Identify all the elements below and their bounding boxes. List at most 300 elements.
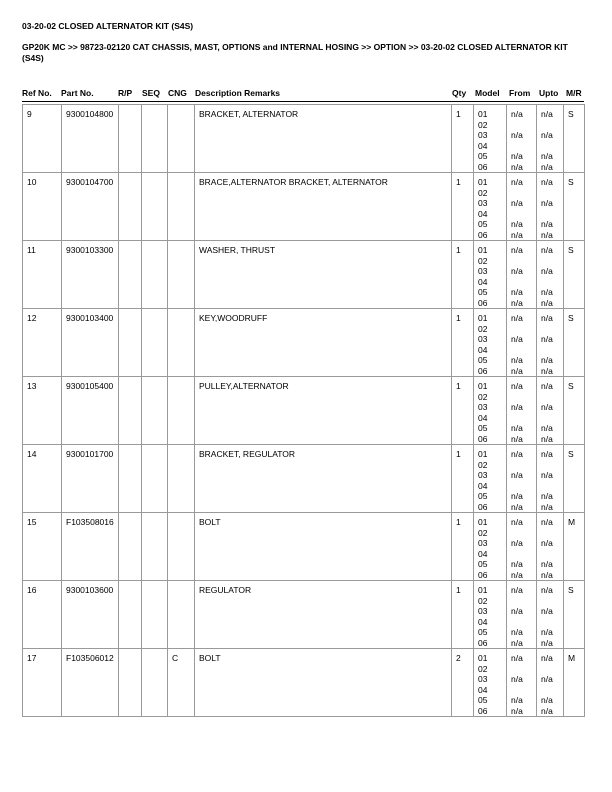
parts-table	[22, 104, 585, 717]
model-value: 05	[478, 287, 488, 297]
description-cell	[195, 513, 452, 581]
upto-value	[541, 685, 559, 696]
part-no-cell-text: 9300103600	[66, 585, 114, 595]
upto-cell	[537, 105, 564, 173]
model-value: 02	[478, 255, 488, 266]
ref-no-cell	[23, 649, 62, 717]
from-value: n/a	[511, 130, 523, 140]
from-value: n/a	[511, 585, 523, 595]
part-no-cell	[62, 445, 119, 513]
description-cell	[195, 581, 452, 649]
seq-cell-text	[142, 105, 167, 109]
from-value	[511, 392, 532, 403]
cng-cell	[168, 105, 195, 173]
part-no-cell	[62, 581, 119, 649]
model-value: 05	[478, 423, 488, 433]
rp-cell	[119, 173, 142, 241]
mr-cell	[564, 241, 585, 309]
model-value: 02	[478, 323, 488, 334]
ref-no-cell-text: 15	[27, 517, 37, 527]
header-model: Model	[475, 88, 500, 98]
model-cell	[474, 649, 507, 717]
upto-value: n/a	[541, 297, 553, 308]
from-value: n/a	[511, 559, 523, 569]
seq-cell	[142, 241, 168, 309]
qty-cell	[452, 445, 474, 513]
from-value: n/a	[511, 637, 523, 648]
upto-value	[541, 617, 559, 628]
upto-value: n/a	[541, 653, 553, 663]
ref-no-cell	[23, 377, 62, 445]
rp-cell	[119, 445, 142, 513]
model-value: 03	[478, 130, 488, 140]
seq-cell	[142, 105, 168, 173]
model-value: 05	[478, 695, 488, 705]
seq-cell-text	[142, 377, 167, 381]
part-no-cell-text: F103506012	[66, 653, 114, 663]
model-value: 02	[478, 187, 488, 198]
from-value: n/a	[511, 381, 523, 391]
model-value: 06	[478, 365, 488, 376]
from-value	[511, 141, 532, 152]
header-rp: R/P	[118, 88, 133, 98]
part-no-cell-text: 9300105400	[66, 381, 114, 391]
from-value	[511, 188, 532, 199]
header-upto: Upto	[539, 88, 559, 98]
table-row	[23, 513, 585, 581]
from-cell	[507, 581, 537, 649]
ref-no-cell-text: 9	[27, 109, 32, 119]
description-cell-text: PULLEY,ALTERNATOR	[199, 381, 289, 391]
header-qty: Qty	[452, 88, 467, 98]
upto-cell	[537, 241, 564, 309]
model-cell	[474, 377, 507, 445]
upto-value: n/a	[541, 381, 553, 391]
qty-cell-text: 1	[456, 245, 461, 255]
cng-cell	[168, 649, 195, 717]
upto-value: n/a	[541, 313, 553, 323]
model-value: 05	[478, 355, 488, 365]
from-value: n/a	[511, 177, 523, 187]
rp-cell-text	[119, 241, 141, 245]
cng-cell-text	[168, 105, 194, 109]
from-value: n/a	[511, 355, 523, 365]
from-value: n/a	[511, 402, 523, 412]
header-ref: Ref No.	[22, 88, 52, 98]
upto-value	[541, 188, 559, 199]
model-value: 01	[478, 109, 488, 119]
part-no-cell	[62, 173, 119, 241]
ref-no-cell-text: 14	[27, 449, 37, 459]
upto-value	[541, 596, 559, 607]
model-cell	[474, 445, 507, 513]
upto-value: n/a	[541, 229, 553, 240]
from-value: n/a	[511, 161, 523, 172]
model-value: 03	[478, 266, 488, 276]
page-title: 03-20-02 CLOSED ALTERNATOR KIT (S4S)	[22, 21, 194, 31]
model-value: 01	[478, 177, 488, 187]
qty-cell	[452, 377, 474, 445]
seq-cell	[142, 377, 168, 445]
qty-cell	[452, 105, 474, 173]
header-rule	[22, 101, 584, 102]
upto-value: n/a	[541, 606, 553, 616]
model-value: 04	[478, 412, 488, 423]
model-value: 03	[478, 674, 488, 684]
mr-cell-text: S	[568, 313, 574, 323]
rp-cell-text	[119, 377, 141, 381]
upto-value: n/a	[541, 161, 553, 172]
model-value: 01	[478, 245, 488, 255]
rp-cell-text	[119, 513, 141, 517]
cng-cell-text	[168, 581, 194, 585]
model-value: 01	[478, 449, 488, 459]
mr-cell-text: S	[568, 449, 574, 459]
ref-no-cell	[23, 445, 62, 513]
model-value: 03	[478, 198, 488, 208]
seq-cell-text	[142, 513, 167, 517]
upto-value: n/a	[541, 637, 553, 648]
header-part: Part No.	[61, 88, 94, 98]
cng-cell-text	[168, 309, 194, 313]
model-value: 03	[478, 402, 488, 412]
cng-cell-text	[168, 173, 194, 177]
rp-cell	[119, 105, 142, 173]
upto-value: n/a	[541, 130, 553, 140]
part-no-cell-text: 9300103300	[66, 245, 114, 255]
from-value: n/a	[511, 334, 523, 344]
part-no-cell	[62, 105, 119, 173]
ref-no-cell	[23, 513, 62, 581]
description-cell-text: BRACKET, ALTERNATOR	[199, 109, 299, 119]
from-value: n/a	[511, 470, 523, 480]
model-value: 01	[478, 517, 488, 527]
upto-value: n/a	[541, 585, 553, 595]
ref-no-cell-text: 12	[27, 313, 37, 323]
mr-cell	[564, 105, 585, 173]
from-value	[511, 120, 532, 131]
cng-cell	[168, 377, 195, 445]
mr-cell	[564, 445, 585, 513]
model-value: 04	[478, 548, 488, 559]
mr-cell	[564, 309, 585, 377]
rp-cell	[119, 649, 142, 717]
model-cell	[474, 513, 507, 581]
model-value: 03	[478, 538, 488, 548]
part-no-cell-text: 9300104700	[66, 177, 114, 187]
model-value: 05	[478, 627, 488, 637]
upto-value: n/a	[541, 538, 553, 548]
qty-cell-text: 1	[456, 381, 461, 391]
from-value: n/a	[511, 449, 523, 459]
table-row	[23, 581, 585, 649]
mr-cell-text: S	[568, 109, 574, 119]
upto-value: n/a	[541, 198, 553, 208]
qty-cell-text: 1	[456, 109, 461, 119]
description-cell-text: WASHER, THRUST	[199, 245, 276, 255]
from-value	[511, 617, 532, 628]
from-value: n/a	[511, 705, 523, 716]
model-value: 04	[478, 684, 488, 695]
upto-value: n/a	[541, 266, 553, 276]
from-value	[511, 345, 532, 356]
model-value: 02	[478, 459, 488, 470]
qty-cell-text: 2	[456, 653, 461, 663]
ref-no-cell-text: 11	[27, 245, 36, 255]
upto-value: n/a	[541, 287, 553, 297]
seq-cell-text	[142, 581, 167, 585]
description-cell	[195, 445, 452, 513]
from-value: n/a	[511, 109, 523, 119]
description-cell-text: BRACE,ALTERNATOR BRACKET, ALTERNATOR	[199, 177, 388, 187]
model-value: 06	[478, 637, 488, 648]
model-value: 02	[478, 391, 488, 402]
mr-cell-text: M	[568, 653, 576, 663]
model-value: 01	[478, 585, 488, 595]
from-cell	[507, 377, 537, 445]
header-seq: SEQ	[142, 88, 160, 98]
upto-value: n/a	[541, 627, 553, 637]
upto-value	[541, 209, 559, 220]
model-value: 04	[478, 208, 488, 219]
upto-value	[541, 664, 559, 675]
from-value: n/a	[511, 674, 523, 684]
from-value: n/a	[511, 653, 523, 663]
from-value: n/a	[511, 287, 523, 297]
ref-no-cell-text: 10	[27, 177, 37, 187]
upto-value	[541, 528, 559, 539]
model-value: 06	[478, 229, 488, 240]
qty-cell-text: 1	[456, 517, 461, 527]
model-value: 04	[478, 480, 488, 491]
description-cell	[195, 105, 452, 173]
part-no-cell	[62, 513, 119, 581]
upto-cell	[537, 513, 564, 581]
from-value: n/a	[511, 229, 523, 240]
upto-value: n/a	[541, 151, 553, 161]
model-cell	[474, 309, 507, 377]
qty-cell-text: 1	[456, 313, 461, 323]
cng-cell-text: C	[172, 653, 179, 663]
from-value	[511, 549, 532, 560]
from-value	[511, 413, 532, 424]
part-no-cell-text: 9300101700	[66, 449, 114, 459]
cng-cell-text	[168, 377, 194, 381]
part-no-cell	[62, 649, 119, 717]
cng-cell-text	[168, 445, 194, 449]
model-value: 04	[478, 276, 488, 287]
seq-cell-text	[142, 309, 167, 313]
mr-cell	[564, 377, 585, 445]
description-cell	[195, 241, 452, 309]
model-value: 04	[478, 140, 488, 151]
description-cell-text: KEY,WOODRUFF	[199, 313, 268, 323]
from-value: n/a	[511, 219, 523, 229]
table-row	[23, 173, 585, 241]
from-value: n/a	[511, 297, 523, 308]
mr-cell	[564, 581, 585, 649]
rp-cell	[119, 309, 142, 377]
seq-cell	[142, 581, 168, 649]
breadcrumb: GP20K MC >> 98723-02120 CAT CHASSIS, MAST, OPTIONS and INTERNAL HOSING >> OPTION >> 03-20-02 CLOSED ALTERNATOR KIT (S4S)	[22, 42, 568, 63]
header-mr: M/R	[566, 88, 582, 98]
description-cell-text: BOLT	[199, 517, 221, 527]
ref-no-cell	[23, 581, 62, 649]
rp-cell-text	[119, 649, 141, 653]
upto-value: n/a	[541, 433, 553, 444]
upto-cell	[537, 173, 564, 241]
upto-value	[541, 460, 559, 471]
ref-no-cell	[23, 241, 62, 309]
upto-value: n/a	[541, 449, 553, 459]
upto-value: n/a	[541, 695, 553, 705]
rp-cell-text	[119, 581, 141, 585]
rp-cell-text	[119, 105, 141, 109]
rp-cell-text	[119, 445, 141, 449]
from-value	[511, 209, 532, 220]
cng-cell-text	[168, 241, 194, 245]
model-value: 02	[478, 527, 488, 538]
part-no-cell	[62, 309, 119, 377]
from-cell	[507, 513, 537, 581]
from-value	[511, 324, 532, 335]
description-cell-text: REGULATOR	[199, 585, 252, 595]
model-value: 02	[478, 663, 488, 674]
model-value: 05	[478, 559, 488, 569]
model-value: 06	[478, 161, 488, 172]
model-value: 04	[478, 616, 488, 627]
cng-cell	[168, 241, 195, 309]
table-row	[23, 377, 585, 445]
from-value: n/a	[511, 538, 523, 548]
seq-cell	[142, 309, 168, 377]
cng-cell-text	[168, 513, 194, 517]
cng-cell	[168, 581, 195, 649]
ref-no-cell	[23, 309, 62, 377]
upto-value: n/a	[541, 423, 553, 433]
from-value	[511, 528, 532, 539]
seq-cell-text	[142, 445, 167, 449]
from-cell	[507, 173, 537, 241]
upto-value	[541, 481, 559, 492]
upto-value: n/a	[541, 674, 553, 684]
from-value: n/a	[511, 627, 523, 637]
from-value: n/a	[511, 433, 523, 444]
part-no-cell-text: 9300104800	[66, 109, 114, 119]
description-cell	[195, 649, 452, 717]
model-value: 05	[478, 219, 488, 229]
cng-cell	[168, 445, 195, 513]
from-value: n/a	[511, 491, 523, 501]
upto-value	[541, 345, 559, 356]
ref-no-cell-text: 16	[27, 585, 37, 595]
upto-value: n/a	[541, 245, 553, 255]
upto-cell	[537, 445, 564, 513]
qty-cell	[452, 649, 474, 717]
from-value: n/a	[511, 313, 523, 323]
part-no-cell	[62, 241, 119, 309]
model-cell	[474, 241, 507, 309]
upto-value	[541, 277, 559, 288]
qty-cell	[452, 513, 474, 581]
from-cell	[507, 309, 537, 377]
mr-cell-text: S	[568, 585, 574, 595]
ref-no-cell-text: 17	[27, 653, 37, 663]
ref-no-cell	[23, 105, 62, 173]
upto-cell	[537, 377, 564, 445]
model-value: 02	[478, 119, 488, 130]
model-value: 01	[478, 381, 488, 391]
from-value: n/a	[511, 517, 523, 527]
from-value: n/a	[511, 606, 523, 616]
from-value	[511, 481, 532, 492]
upto-value: n/a	[541, 177, 553, 187]
from-value: n/a	[511, 695, 523, 705]
from-value: n/a	[511, 266, 523, 276]
seq-cell-text	[142, 649, 167, 653]
description-cell-text: BOLT	[199, 653, 221, 663]
cng-cell	[168, 309, 195, 377]
upto-value: n/a	[541, 219, 553, 229]
seq-cell	[142, 173, 168, 241]
qty-cell	[452, 173, 474, 241]
model-value: 06	[478, 297, 488, 308]
model-value: 01	[478, 653, 488, 663]
model-value: 03	[478, 334, 488, 344]
upto-value	[541, 549, 559, 560]
upto-cell	[537, 649, 564, 717]
part-no-cell-text: 9300103400	[66, 313, 114, 323]
table-row	[23, 445, 585, 513]
from-value	[511, 596, 532, 607]
from-value	[511, 256, 532, 267]
model-value: 05	[478, 491, 488, 501]
seq-cell-text	[142, 173, 167, 177]
part-no-cell	[62, 377, 119, 445]
from-value: n/a	[511, 501, 523, 512]
upto-value: n/a	[541, 470, 553, 480]
from-value	[511, 460, 532, 471]
upto-value	[541, 256, 559, 267]
model-value: 03	[478, 470, 488, 480]
model-value: 01	[478, 313, 488, 323]
model-cell	[474, 581, 507, 649]
table-row	[23, 105, 585, 173]
ref-no-cell-text: 13	[27, 381, 37, 391]
rp-cell	[119, 241, 142, 309]
from-value	[511, 685, 532, 696]
upto-value: n/a	[541, 501, 553, 512]
from-value: n/a	[511, 151, 523, 161]
upto-value: n/a	[541, 705, 553, 716]
description-cell-text: BRACKET, REGULATOR	[199, 449, 296, 459]
upto-value: n/a	[541, 559, 553, 569]
qty-cell	[452, 309, 474, 377]
qty-cell	[452, 581, 474, 649]
ref-no-cell	[23, 173, 62, 241]
upto-cell	[537, 309, 564, 377]
upto-value: n/a	[541, 109, 553, 119]
upto-value	[541, 413, 559, 424]
mr-cell-text: S	[568, 381, 574, 391]
table-row	[23, 649, 585, 717]
description-cell	[195, 173, 452, 241]
mr-cell	[564, 649, 585, 717]
seq-cell	[142, 649, 168, 717]
rp-cell	[119, 513, 142, 581]
model-value: 05	[478, 151, 488, 161]
model-value: 06	[478, 501, 488, 512]
